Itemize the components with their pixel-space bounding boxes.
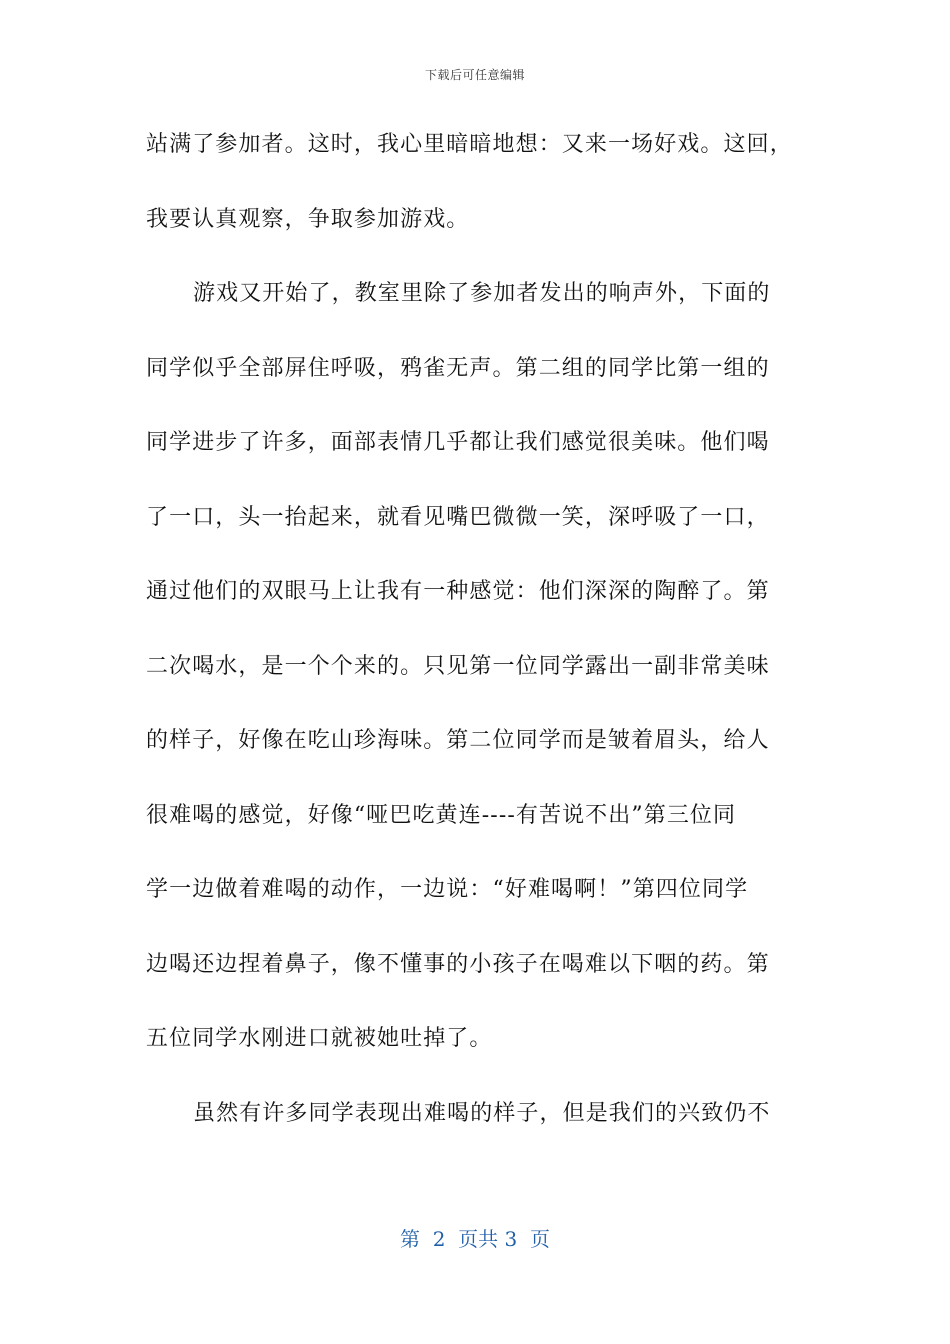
text-line: 同学似乎全部屏住呼吸，鸦雀无声。第二组的同学比第一组的: [146, 355, 770, 381]
text-line: 二次喝水，是一个个来的。只见第一位同学露出一副非常美味: [146, 653, 770, 679]
document-body: [146, 120, 806, 1163]
text-line: 了一口，头一抬起来，就看见嘴巴微微一笑，深呼吸了一口，: [146, 504, 770, 530]
paragraph-start-line: 虽然有许多同学表现出难喝的样子，但是我们的兴致仍不: [193, 1100, 771, 1126]
text-line: 学一边做着难喝的动作，一边说：“好难喝啊！”第四位同学: [146, 877, 749, 902]
text-line: 很难喝的感觉，好像“哑巴吃黄连----有苦说不出”第三位同: [146, 802, 737, 828]
paragraph-start-line: 游戏又开始了，教室里除了参加者发出的响声外，下面的: [193, 281, 771, 306]
text-line: 通过他们的双眼马上让我有一种感觉：他们深深的陶醉了。第: [146, 579, 770, 604]
text-line: 的样子，好像在吃山珍海味。第二位同学而是皱着眉头，给人: [146, 728, 770, 753]
page-header-note: 下载后可任意编辑: [424, 68, 525, 82]
text-line: 同学进步了许多，面部表情几乎都让我们感觉很美味。他们喝: [146, 430, 770, 455]
text-line: 站满了参加者。这时，我心里暗暗地想：又来一场好戏。这回，: [146, 132, 793, 157]
text-line: 我要认真观察，争取参加游戏。: [146, 206, 470, 232]
page-number-footer: 第 2 页共 3 页: [400, 1227, 550, 1251]
text-line: 五位同学水刚进口就被她吐掉了。: [146, 1026, 493, 1051]
text-line: 边喝还边捏着鼻子，像不懂事的小孩子在喝难以下咽的药。第: [146, 951, 770, 977]
